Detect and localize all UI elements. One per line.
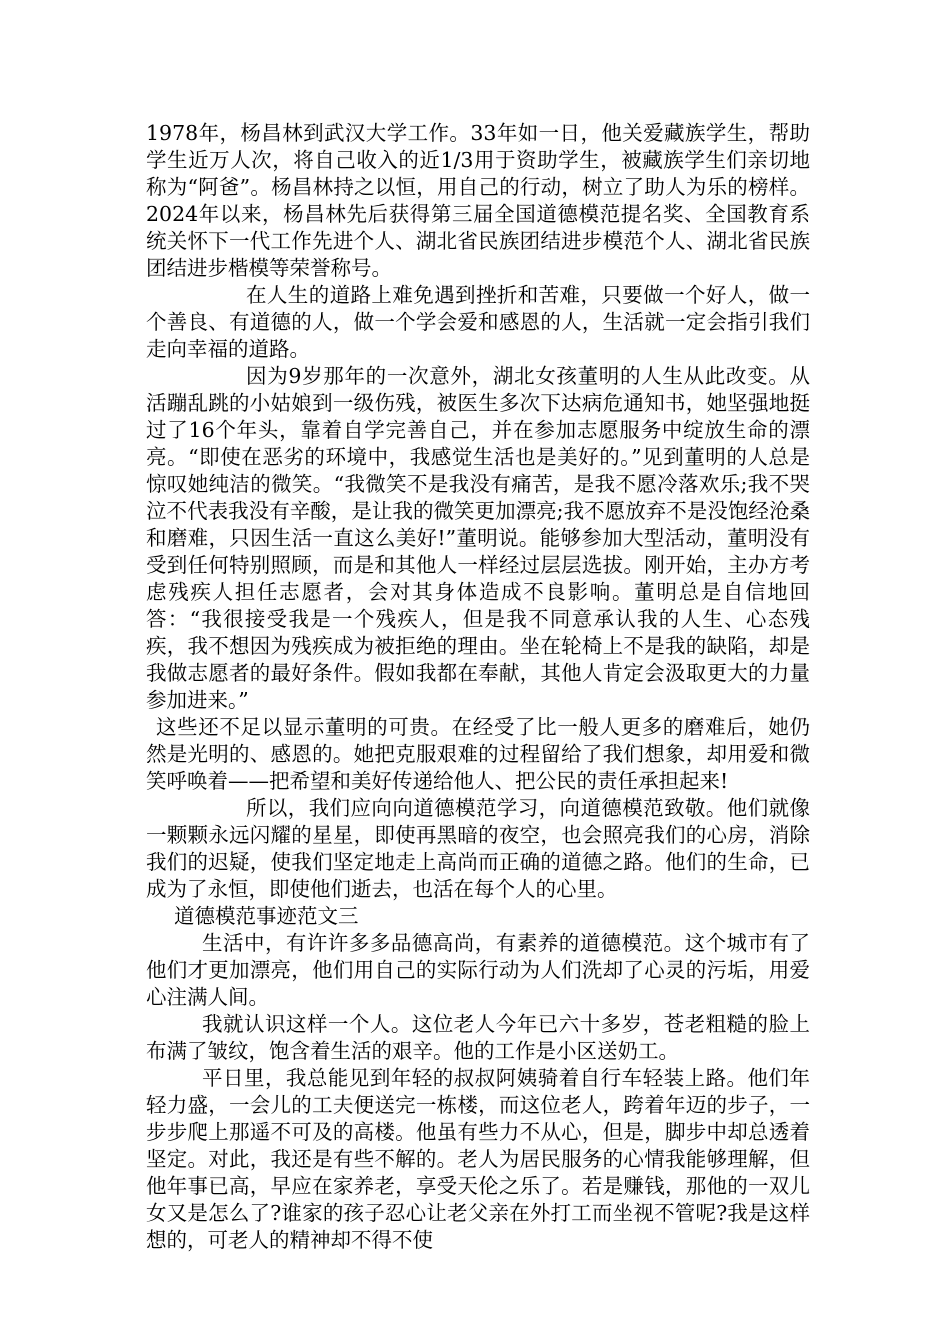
paragraph-life-road: 在人生的道路上难免遇到挫折和苦难，只要做一个好人，做一个善良、有道德的人，做一个学会爱和感恩的人，生活就一定会指引我们走向幸福的道路。 — [146, 283, 810, 361]
document-page — [146, 120, 810, 1254]
section-title: 道德模范事迹范文三 — [174, 904, 359, 928]
paragraph-yang-changlin: 1978年，杨昌林到武汉大学工作。33年如一日，他关爱藏族学生，帮助学生近万人次，将自己收入的近1/3用于资助学生，被藏族学生们亲切地称为“阿爸”。杨昌林持之以恒，用自己的行动，树立了助人为乐的榜样。2024年以来，杨昌林先后获得第三届全国道德模范提名奖、全国教育系统关怀下一代工作先进个人、湖北省民族团结进步模范个人、湖北省民族团结进步楷模等荣誉称号。 — [146, 121, 810, 280]
paragraph-old-man: 我就认识这样一个人。这位老人今年已六十多岁，苍老粗糙的脸上布满了皱纹，饱含着生活的艰辛。他的工作是小区送奶工。 — [146, 1012, 810, 1063]
paragraph-dong-ming: 因为9岁那年的一次意外，湖北女孩董明的人生从此改变。从活蹦乱跳的小姑娘到一级伤残，被医生多次下达病危通知书，她坚强地挺过了16个年头，靠着自学完善自己，并在参加志愿服务中绽放生命的漂亮。“即使在恶劣的环境中，我感觉生活也是美好的。”见到董明的人总是惊叹她纯洁的微笑。“我微笑不是我没有痛苦，是我不愿冷落欢乐;我不哭泣不代表我没有辛酸，是让我的微笑更加漂亮;我不愿放弃不是没饱经沧桑和磨难，只因生活一直这么美好!”董明说。能够参加大型活动，董明没有受到任何特别照顾，而是和其他人一样经过层层选拔。刚开始，主办方考虑残疾人担任志愿者，会对其身体造成不良影响。董明总是自信地回答：“我很接受我是一个残疾人，但是我不同意承认我的人生、心态残疾，我不想因为残疾成为被拒绝的理由。坐在轮椅上不是我的缺陷，却是我做志愿者的最好条件。假如我都在奉献，其他人肯定会汲取更大的力量参加进来。” — [146, 364, 810, 712]
paragraph-daily-life: 平日里，我总能见到年轻的叔叔阿姨骑着自行车轻装上路。他们年轻力盛，一会儿的工夫便送完一栋楼，而这位老人，跨着年迈的步子，一步步爬上那遥不可及的高楼。他虽有些力不从心，但是，脚步中却总透着坚定。对此，我还是有些不解的。老人为居民服务的心情我能够理解，但他年事已高，早应在家养老，享受天伦之乐了。若是赚钱，那他的一双儿女又是怎么了?谁家的孩子忍心让老父亲在外打工而坐视不管呢?我是这样想的，可老人的精神却不得不使 — [146, 1066, 810, 1252]
paragraph-intro-three: 生活中，有许许多多品德高尚，有素养的道德模范。这个城市有了他们才更加漂亮，他们用自己的实际行动为人们洗却了心灵的污垢，用爱心注满人间。 — [146, 931, 810, 1009]
paragraph-dong-ming-value: 这些还不足以显示董明的可贵。在经受了比一般人更多的磨难后，她仍然是光明的、感恩的。她把克服艰难的过程留给了我们想象，却用爱和微笑呼唤着——把希望和美好传递给他人、把公民的责任承担起来! — [146, 715, 810, 793]
paragraph-conclusion: 所以，我们应向向道德模范学习，向道德模范致敬。他们就像一颗颗永远闪耀的星星，即使再黑暗的夜空，也会照亮我们的心房，消除我们的迟疑，使我们坚定地走上高尚而正确的道德之路。他们的生命，已成为了永恒，即使他们逝去，也活在每个人的心里。 — [146, 796, 810, 901]
